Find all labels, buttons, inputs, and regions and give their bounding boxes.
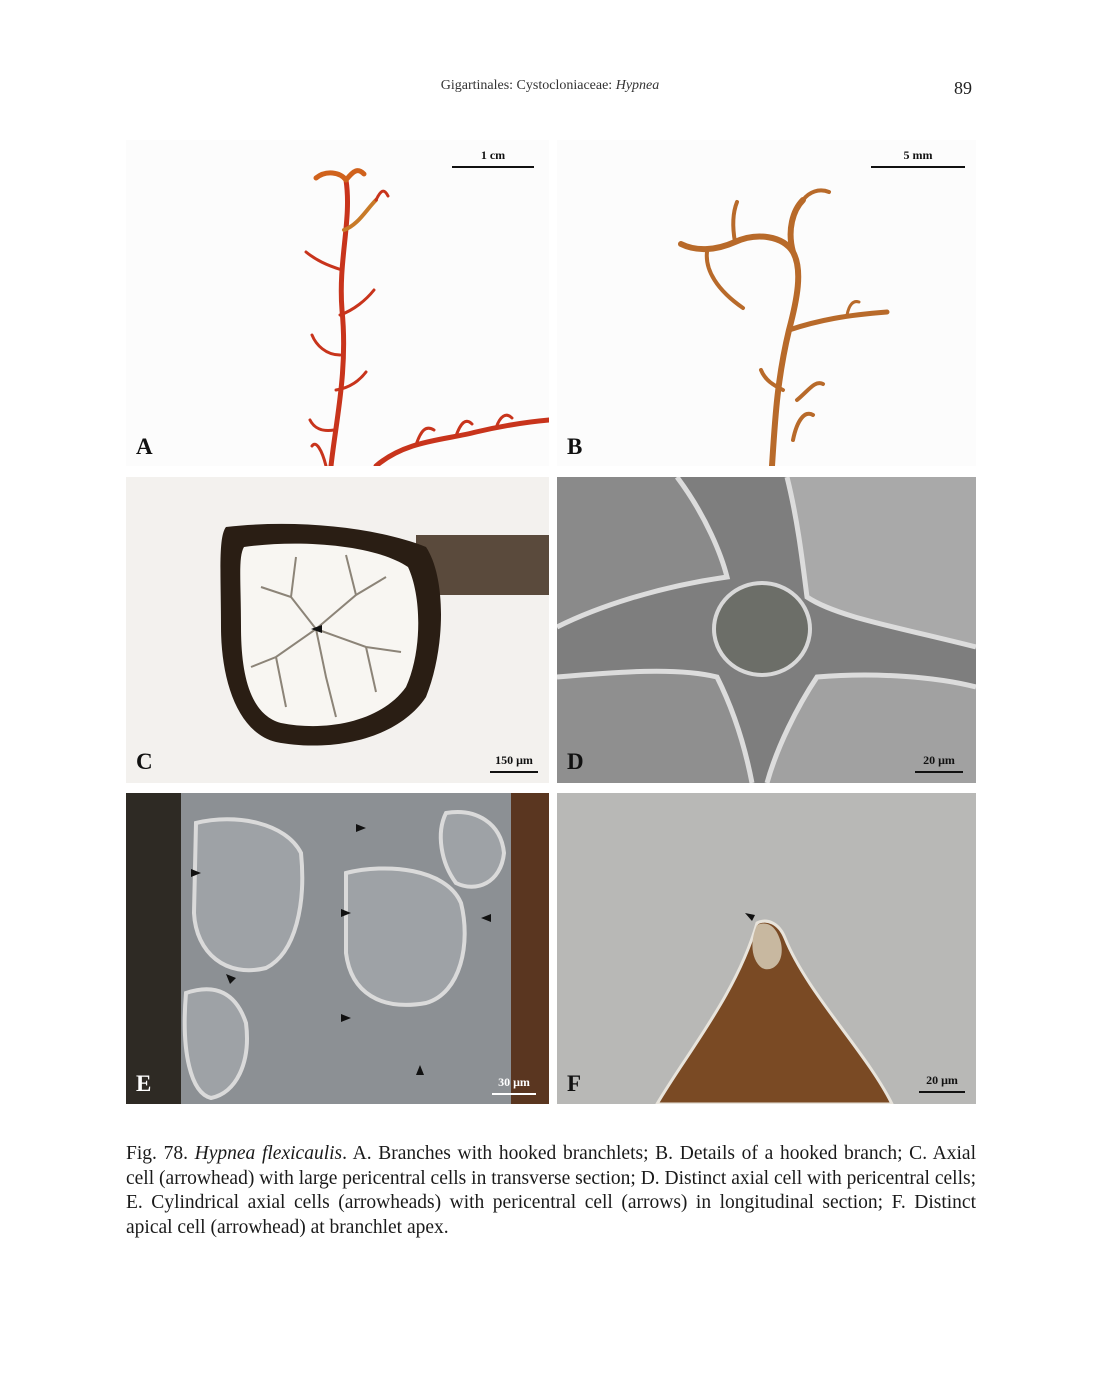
panel-e-image	[126, 793, 549, 1104]
caption-species: Hypnea flexicaulis	[194, 1143, 343, 1164]
panel-b-image	[557, 140, 976, 466]
panel-f-letter: F	[567, 1071, 582, 1096]
caption-fig-label: Fig. 78.	[126, 1143, 188, 1164]
panel-f	[557, 793, 976, 1104]
panel-f-scale-label: 20 μm	[926, 1073, 958, 1087]
panel-e-scale-bar	[492, 1075, 536, 1095]
panel-d-scale-label: 20 μm	[923, 753, 955, 767]
panel-f-image	[557, 793, 976, 1104]
panel-a	[126, 140, 549, 466]
panel-d-scale-bar	[915, 753, 963, 773]
panel-c-scale-label: 150 μm	[495, 753, 533, 767]
panel-d-letter: D	[567, 749, 584, 774]
caption-text: . A. Branches with hooked branchlets; B. Details of a hooked branch; C. Axial cell (arrowhead) with large pericentral cells in transverse section; D. Distinct axial cell with pericentral cells; E. Cylindrical axial cells (arrowheads) with pericentral cell (arrows) in longitudinal section; F. Distinct apical cell (arrowhead) at branchlet apex.	[126, 1143, 977, 1238]
panel-d	[557, 477, 976, 783]
panel-a-image	[126, 140, 549, 466]
panel-c	[126, 477, 549, 783]
panel-a-scale-bar	[452, 148, 534, 168]
panel-b-scale-bar	[871, 148, 965, 168]
panel-b-letter: B	[567, 434, 583, 459]
panel-c-image	[126, 477, 549, 783]
figure-caption	[126, 1142, 976, 1240]
panel-e	[126, 793, 549, 1104]
running-head-genus: Hypnea	[615, 78, 660, 93]
running-head	[0, 78, 1100, 94]
panel-a-scale-label: 1 cm	[480, 148, 506, 162]
panel-e-letter: E	[136, 1071, 152, 1096]
running-head-prefix: Gigartinales: Cystocloniaceae:	[440, 78, 616, 93]
panel-e-scale-label: 30 μm	[498, 1075, 530, 1089]
panel-b-scale-label: 5 mm	[903, 148, 933, 162]
panel-c-scale-bar	[490, 753, 538, 773]
panel-b	[557, 140, 976, 466]
panel-f-scale-bar	[919, 1073, 965, 1093]
panel-c-letter: C	[136, 749, 153, 774]
panel-d-image	[557, 477, 976, 783]
page-number: 89	[954, 78, 972, 98]
panel-a-letter: A	[136, 434, 153, 459]
